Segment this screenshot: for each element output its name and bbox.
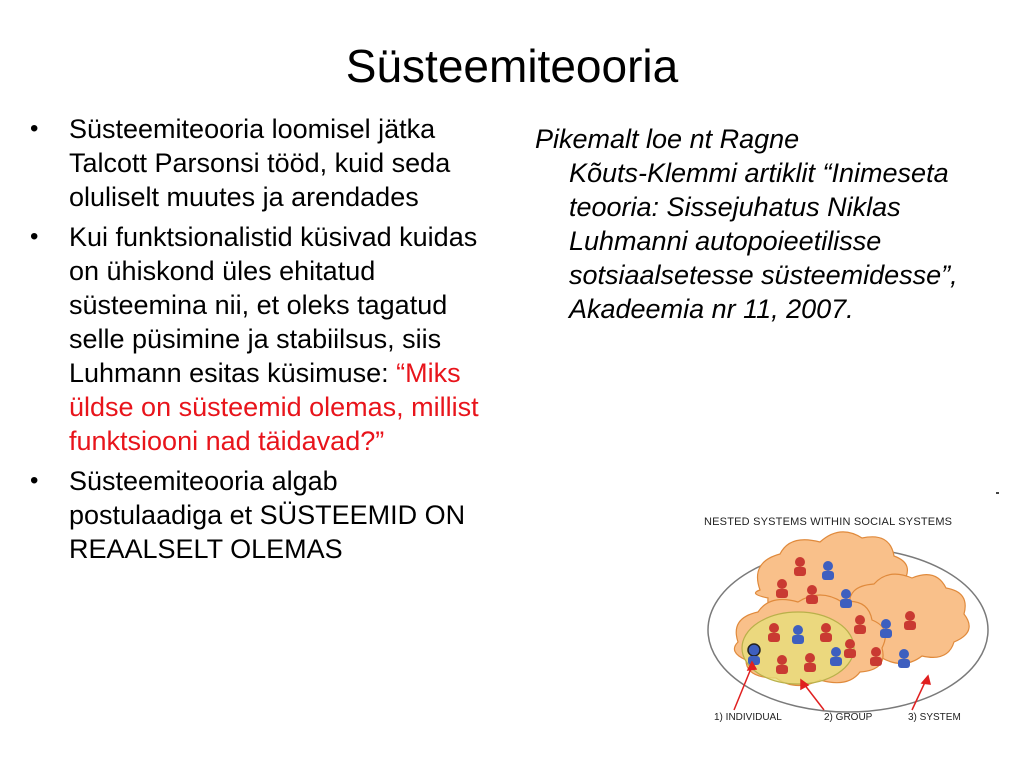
figure-label-individual: 1) INDIVIDUAL (714, 712, 782, 723)
bullet-text: Süsteemiteooria algab postulaadiga et SÜSTEEMID ON REAALSELT OLEMAS (69, 466, 466, 564)
bullet-icon: • (30, 115, 39, 142)
list-item (28, 112, 498, 214)
figure-title: NESTED SYSTEMS WITHIN SOCIAL SYSTEMS (704, 516, 953, 528)
reading-note-reference: Kõuts-Klemmi artiklit “Inimeseta teooria: Sissejuhatus Niklas Luhmanni autopoieetilisse sotsiaalsetesse süsteemidesse”, Akadeemia nr 11, 2007. (569, 158, 958, 324)
nested-systems-figure (700, 512, 990, 732)
page-title: Süsteemiteooria (345, 40, 679, 92)
bullet-list (28, 112, 498, 572)
bullet-icon: • (30, 223, 39, 250)
figure-label-group: 2) GROUP (824, 712, 873, 723)
bullet-icon: • (30, 467, 39, 494)
list-item (28, 464, 498, 566)
reading-note-first-line: Pikemalt loe nt Ragne (535, 124, 800, 154)
bullet-text: Süsteemiteooria loomisel jätka Talcott Parsonsi tööd, kuid seda oluliselt muutes ja arendades (69, 114, 451, 212)
bullet-text: Kui funktsionalistid küsivad kuidas on ühiskond üles ehitatud süsteemina nii, et oleks tagatud selle püsimine ja stabiilsus, siis Luhmann esitas küsimuse: (69, 222, 478, 388)
nested-systems-illustration (700, 512, 990, 732)
highlighted-question: “Miks üldse on süsteemid olemas, millist funktsiooni nad täidavad?” (69, 358, 479, 456)
stray-dot (996, 492, 999, 494)
list-item (28, 220, 498, 458)
figure-label-system: 3) SYSTEM (908, 712, 961, 723)
reading-note (535, 122, 975, 326)
